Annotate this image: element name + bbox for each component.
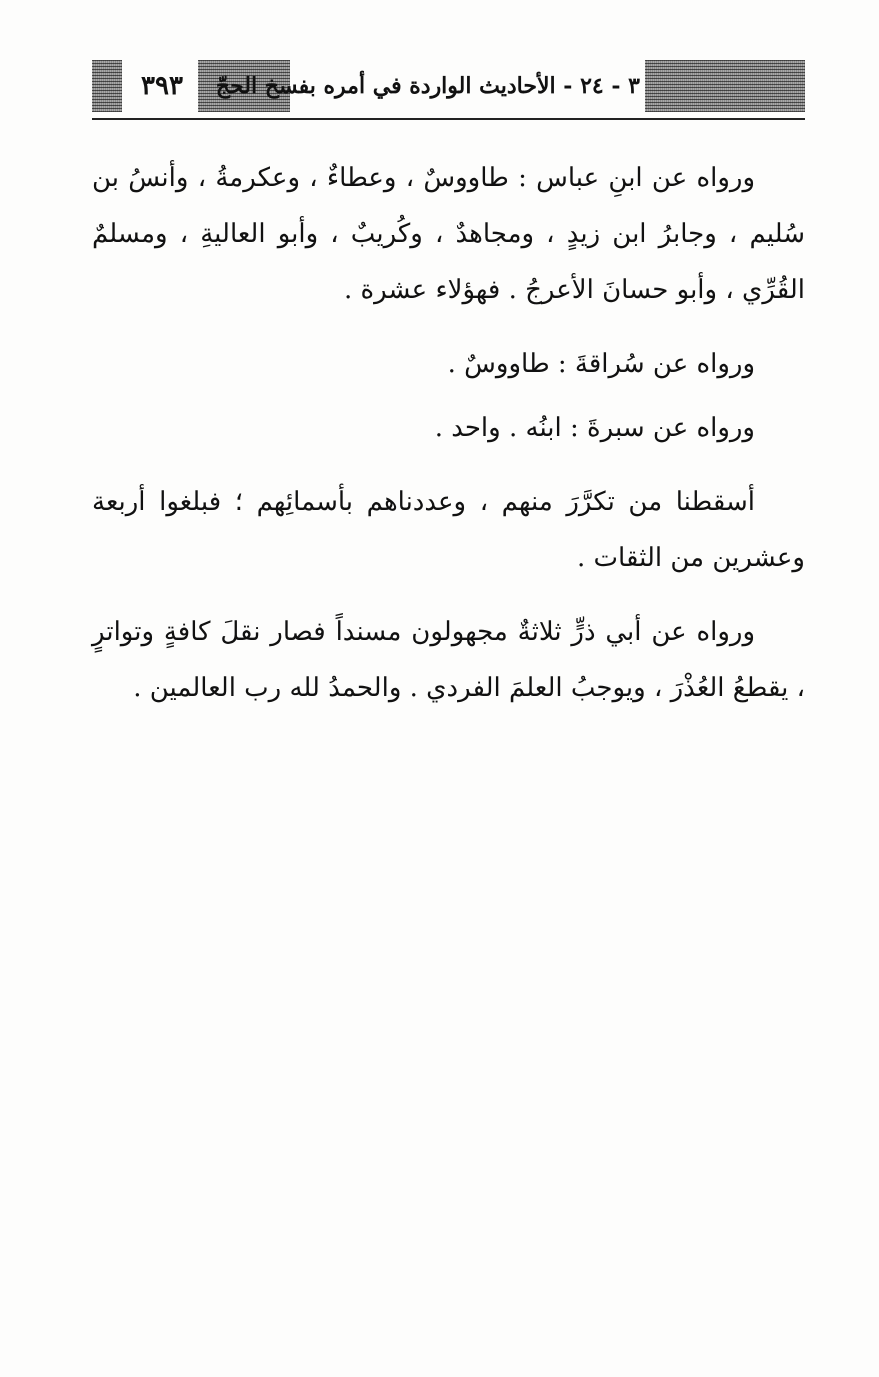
- paragraph-ibn-abbas: ورواه عن ابنِ عباس : طاووسٌ ، وعطاءٌ ، وعكرمةُ ، وأنسُ بن سُليم ، وجابرُ ابن زيدٍ ، ومجاهدٌ ، وكُريبٌ ، وأبو العاليةِ ، ومسلمٌ القُرِّي ، وأبو حسانَ الأعرجُ . فهؤلاء عشرة .: [92, 163, 805, 305]
- header-rule: [92, 118, 805, 120]
- paragraph-sabra: ورواه عن سبرةَ : ابنُه . واحد .: [434, 413, 755, 443]
- running-title: ٣ - ٢٤ - الأحاديث الواردة في أمره بفسخ الحجّ: [215, 73, 640, 99]
- paragraph-abu-dharr: ورواه عن أبي ذرٍّ ثلاثةٌ مجهولون مسنداً فصار نقلَ كافةٍ وتواترٍ ، يقطعُ العُذْرَ ، ويوجبُ العلمَ الفردي . والحمدُ لله رب العالمين .: [92, 617, 805, 703]
- header-ornament-right: [645, 60, 805, 112]
- header-ornament-left: [92, 60, 122, 112]
- paragraph-count: أسقطنا من تكرَّرَ منهم ، وعددناهم بأسمائِهم ؛ فبلغوا أربعة وعشرين من الثقات .: [92, 487, 805, 573]
- paragraph-suraqa: ورواه عن سُراقةَ : طاووسٌ .: [447, 349, 755, 379]
- main-text: [92, 150, 805, 734]
- page-number: ٣٩٣: [141, 71, 183, 101]
- page-header: [92, 60, 805, 112]
